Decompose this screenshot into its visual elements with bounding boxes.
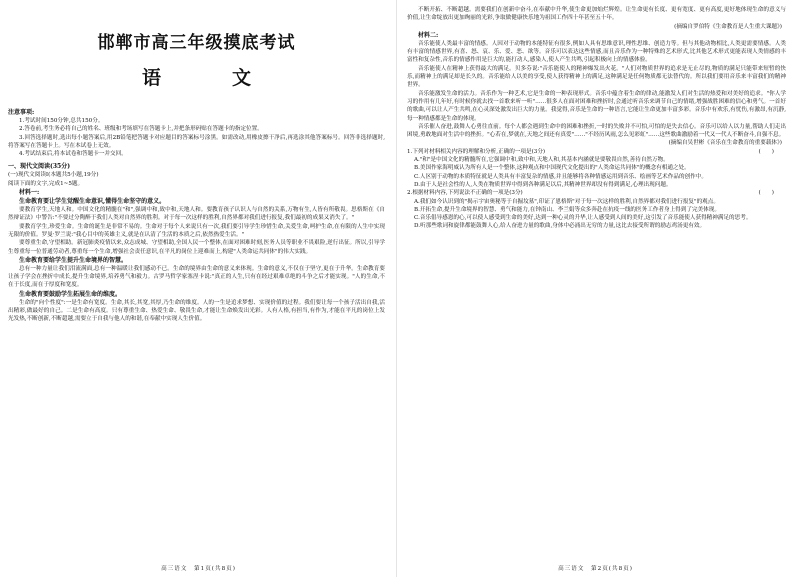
option-c: C.音乐倡导感恩的心,可以使人感受到生命的美好,达到一种心灵的升华,让人感受到人间的美好,这引发了音乐能使人获得精神满足的思考。 — [414, 215, 752, 222]
material-1-paragraph: 总有一种力量让我们泪流满面,总有一种温暖让我们感动不已。生命的境界由生命的意义来体现。生命的意义,不仅在于坚守,更在于升华。生命教育要让孩子学会在挫折中成长,提升生命境界,培养勇气和毅力。古罗马哲学家塞涅卡说:"真正的人生,只有在经过艰难卓绝的斗争之后才能实现。"人的生命,不在于长度,而在于厚度和宽度。 — [8, 265, 385, 289]
answer-blank: ( ) — [758, 190, 774, 197]
material-2-source: (摘编自吴世彬《音乐在生命教育的重要载体》) — [668, 140, 782, 147]
section-instruction: 阅读下面的文字,完成1~5题。 — [8, 180, 84, 187]
notice-heading: 注意事项: — [8, 109, 35, 116]
material-1-heading-1: 生命教育要让学生觉醒生命意识,懂得生命坚守的意义。 — [19, 198, 166, 206]
notice-item: 4.考试结束后,将本试卷和答题卡一并交回。 — [19, 151, 127, 158]
question-1 — [407, 148, 786, 156]
material-1-continuation: 不断开拓、不断超越。需要我们在创新中奋斗,在奉献中升华,使生命更加灿烂辉煌。让生命更有长度、更有宽度、更有高度,更好地体现生命的意义与价值,让生命绽放出更加绚丽的光彩,争取做健康快乐地为祖国工作四十年甚至五十年。 — [407, 7, 786, 22]
question-2-stem: 2.根据材料内容,下列说法不正确的一项是(3分) — [407, 190, 523, 197]
answer-blank: ( ) — [758, 148, 774, 155]
material-1-paragraph: 要尊重生命,守望相助。新冠肺炎疫情以来,众志成城、守望相助,全国人民一个整体,在面对困难时刻,医务人员等职业不畏艰险,逆行出征。所以,引导学生尊重每一位普通劳动者,尊重每一个生命,增强社会责任意识,在平凡的岗位上迎难而上,构建"人类命运共同体"的伟大实践。 — [8, 240, 385, 255]
material-2-paragraph: 音乐能激发生命的活力。音乐作为一种艺术,它是生命的一种表现形式。音乐中蕴含着生命的律动,能激发人们对生活的热爱和对美好的追求。"你人学习的作用有几年好,有时候你就去找一首歌来听一听"……很多人在面对困难和挫折时,会通过听音乐来调节自己的情绪,增强战胜困难的信心和勇气。一首好的歌曲,可以让人产生共鸣,在心灵深处激发出巨大的力量。我觉得,音乐是生命的一种语言,它能让生命更加丰富多彩。音乐中有欢乐,有忧伤,有激昂,有沉静,每一种情感都是生命的体现。 — [407, 90, 786, 122]
question-1-stem: 1.下列对材料相关内容的理解和分析,正确的一项是(3分) — [407, 148, 546, 155]
section-heading: 一、现代文阅读(35分) — [8, 163, 71, 171]
section-subheading: (一)现代文阅读Ⅰ(本题共5小题,19分) — [8, 172, 99, 179]
material-1-source: (摘编自罗伯特《生命教育是人生重大课题》) — [674, 23, 782, 30]
material-1-paragraph: 生命的"向个性度":一是生命有宽度。生命,其长,其宽,其厚,乃生命的维度。人的一生是追求梦想、实现价值的过程。我们要让每一个孩子活出自我,活出精彩,做最好的自己。二是生命有高度。只有尊重生命、热爱生命、敬畏生命,才能让生命焕发出光彩。人有人格,有担当,有作为,才能在平凡的岗位上发光发热,不断创新,不断超越,需要立于自我与他人的和谐,在奉献中实现人生价值。 — [8, 299, 385, 323]
notice-item: 3.回答选择题时,选出每小题答案后,用2B铅笔把答题卡对应题目的答案标号涂黑。如需改动,用橡皮擦干净后,再选涂其他答案标号。回答非选择题时,将答案写在答题卡上。写在本试卷上无效。 — [8, 134, 385, 149]
material-2-paragraph: 音乐能使人在精神上获得最大的满足。贝多芬说:"音乐能使人的精神爆发出火花。"人们对物质世界的追求是无止尽的,物质的满足只能带来短暂的快乐,而精神上的满足却是长久的。音乐能给人以美的享受,使人获得精神上的满足,这种满足是任何物质都无法替代的。所以我们要用音乐来丰富我们的精神世界。 — [407, 65, 786, 89]
option-d: D.由于人是社会性的人,人类在物质世界中得到各种满足以后,其精神世界却没有得到满足,心理出现问题。 — [414, 181, 672, 188]
material-1-heading-2: 生命教育要给学生提升生命境界的智慧。 — [19, 256, 128, 264]
notice-item: 2.答卷前,考生务必将自己的姓名、班级和考场填写在答题卡上,并把条形码贴在答题卡的指定位置。 — [19, 126, 263, 133]
material-1-label: 材料一: — [19, 189, 40, 197]
option-b: B.美国作家海明威认为所有人是一个整体,这种观点和中国现代文化提出的"人类命运共同体"的概念有相通之处。 — [414, 165, 690, 172]
option-a: A.我们如今认识到的"揭示宇宙奥秘等于自掘坟墓",印证了恩格斯"对于每一次这样的胜利,自然界都对我们进行报复"的观点。 — [414, 198, 719, 205]
question-2 — [407, 189, 786, 197]
page-2 — [397, 0, 794, 577]
page-footer: 高三语文 第1页(共8页) — [161, 566, 236, 572]
exam-title: 邯郸市高三年级摸底考试 — [97, 33, 296, 53]
material-1-paragraph: 要教育学生,天地人和。中国文化的精髓在"和",强调中和,致中和,天地人和。要教育孩子认识人与自然的关系,万物有生,人皆有所敬畏。思格斯在《自然辩证法》中警告:"不要过分陶醉于我们人类对自然界的胜利。对于每一次这样的胜利,自然界都对我们进行报复,我们最初的成果又消失了。" — [8, 207, 385, 222]
option-a: A."和"是中国文化的精髓所在,它强调中和,致中和,天地人和,其基本内涵就是要敬畏自然,善待自然万物。 — [414, 157, 669, 164]
material-1-paragraph: 要教育学生,珍爱生命。生命的诞生是非常不易的。生命对于每个人来说只有一次,我们要引导学生珍惜生命,关爱生命,呵护生命,在有限的人生中实现无限的价值。罗曼·罗兰说:"我心目中的英雄主义,就是在认清了生活的本质之后,依然热爱生活。" — [8, 223, 385, 238]
material-2-label: 材料二: — [418, 31, 439, 39]
option-c: C.人区别于动物的本质特征就是人类具有丰富复杂的情感,并且能够将各种情感运用到音乐、绘画等艺术作品的创作中。 — [414, 173, 707, 180]
material-2-paragraph: 音乐能使人类最丰富的情感。人因对于动物的本能特征有很多,例如人具有思维意识,理性思维、创造力等。但与其他动物相比,人类更需要情感。人类有丰富的情感世界,有喜、怒、哀、乐、爱、恶、欲等。音乐可以表达这些情感,而且音乐作为一种特殊的艺术形式,比其他艺术形式更能表现人类情感的丰富性和复杂性,音乐的情感作用是巨大的,能打动人,感染人,使人产生共鸣,引起积极向上的情感体验。 — [407, 40, 786, 64]
page-footer: 高三语文 第2页(共8页) — [558, 566, 633, 572]
subject-title: 语 文 — [141, 67, 277, 89]
material-1-heading-3: 生命教育要鼓励学生拓展生命的维度。 — [19, 290, 122, 298]
material-2-paragraph: 音乐催人奋进,鼓舞人心勇往直前。每个人都会遇到生命中的困难和挫折,一时的失败并不可怕,可怕的是失去信心。音乐可以给人以力量,帮助人们走出困境,勇敢地面对生活中的挫折。"心若在,梦就在,天地之间还有真爱"……"不经历风雨,怎么见彩虹"……这些歌曲激励着一代又一代人不断奋斗,自强不息。 — [407, 123, 786, 139]
option-b: B.开拓生命,提升生命境界的智慧、勇气和能力,在钟南山、李兰娟等众多奔赴在抗疫一线的医务工作者身上得到了完美体现。 — [414, 206, 720, 213]
option-d: D.听那些歌词和旋律都能鼓舞人心,给人奋进力量的歌曲,身体中必涌出无穷的力量,这比去接受所谓的励志鸡汤更有效。 — [414, 223, 706, 230]
notice-item: 1.考试时间150分钟,总共150分。 — [19, 118, 104, 124]
